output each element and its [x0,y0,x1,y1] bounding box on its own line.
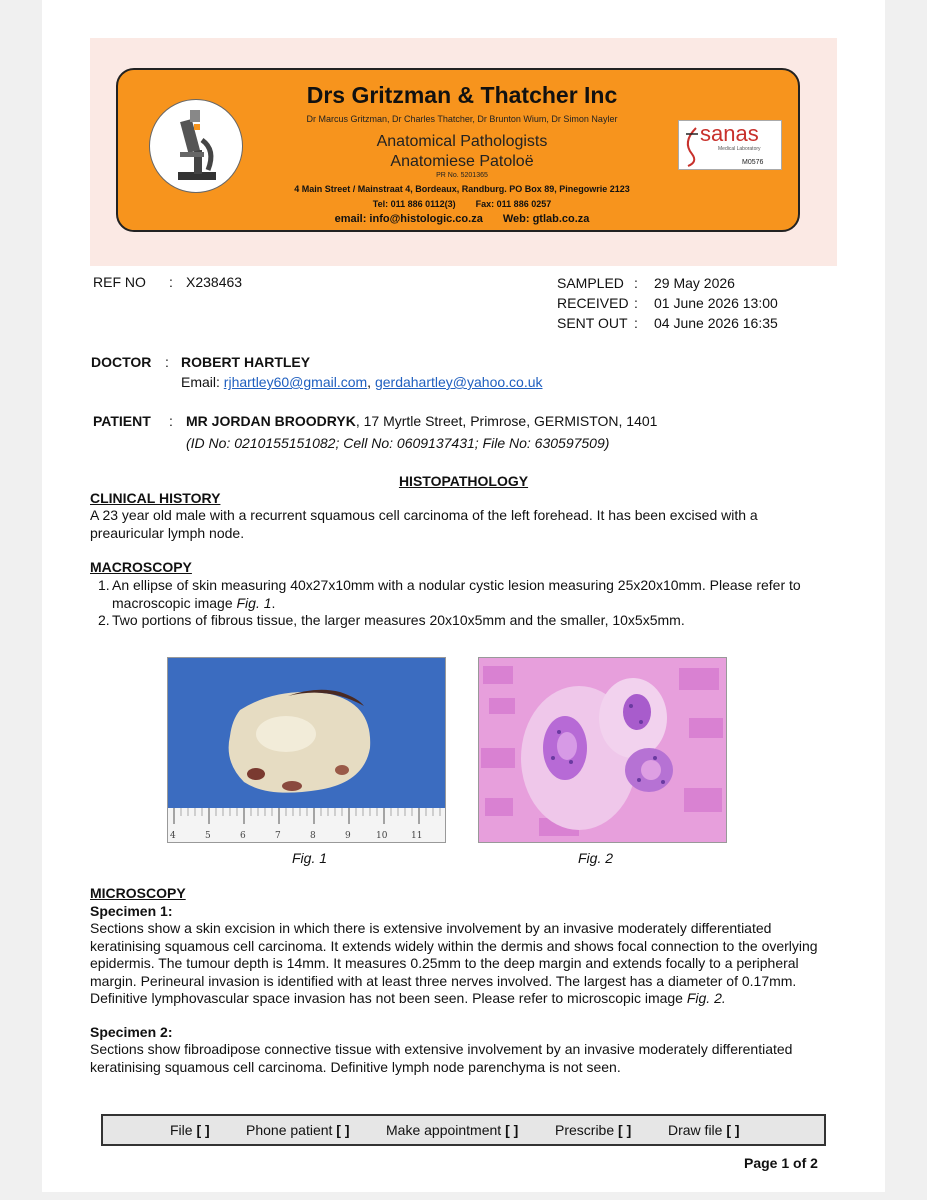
doctor-email-label: Email: [181,374,220,390]
specimen-photo [168,658,446,843]
action-draw-file-checkbox[interactable]: [ ] [726,1122,740,1138]
page-number: Page 1 of 2 [744,1155,818,1171]
doctor-email-link-1[interactable]: rjhartley60@gmail.com [223,374,368,390]
macroscopic-image [167,657,446,843]
specialty-english: Anatomical Pathologists [376,133,548,150]
action-file[interactable] [170,1122,210,1138]
ruler-tick-5: 5 [205,831,211,841]
action-prescribe-checkbox[interactable]: [ ] [618,1122,632,1138]
patient-sep: : [169,413,173,429]
doctor-sep: : [165,354,169,370]
sampled-sep: : [634,275,638,291]
ref-label: REF NO [93,274,146,290]
doctor-email-sep: , [367,374,372,390]
practice-email: email: info@histologic.co.za [334,213,483,225]
specimen2-heading: Specimen 2: [90,1024,173,1040]
practice-address: 4 Main Street / Mainstraat 4, Bordeaux, Randburg. PO Box 89, Pinegowrie 2123 [294,184,630,194]
report-page [42,0,885,1192]
sanas-code: M0576 [742,159,764,166]
macroscopy-heading: MACROSCOPY [90,559,192,575]
ref-value: X238463 [186,274,243,290]
action-phone-patient-label: Phone patient [246,1122,333,1138]
doctor-name: ROBERT HARTLEY [181,354,311,370]
action-file-label: File [170,1122,193,1138]
sanas-logo-text: sanas [700,121,759,146]
microscopic-image [478,657,727,843]
ruler-tick-6: 6 [240,831,246,841]
ruler-tick-10: 10 [376,831,388,841]
specimen1-ref: Fig. 2. [686,990,726,1006]
specimen1-text [90,920,842,1008]
practice-name: Drs Gritzman & Thatcher Inc [306,82,618,108]
action-phone-patient-checkbox[interactable]: [ ] [336,1122,350,1138]
sentout-label: SENT OUT [557,315,628,331]
patient-ids: (ID No: 0210155151082; Cell No: 0609137431; File No: 630597509) [186,435,610,451]
received-sep: : [634,295,638,311]
patient-line [186,413,657,429]
ruler-tick-11: 11 [411,831,423,841]
action-file-checkbox[interactable]: [ ] [196,1122,210,1138]
clinical-history-text: A 23 year old male with a recurrent squamous cell carcinoma of the left forehead. It has been excised with a preauricular lymph node. [90,507,758,541]
patient-name: MR JORDAN BROODRYK [186,413,356,429]
macroscopy-item-1-text: An ellipse of skin measuring 40x27x10mm with a nodular cystic lesion measuring 25x20x10mm. Please refer to macroscopic image [112,577,801,611]
macroscopy-item-1-end: . [271,594,276,611]
ruler-tick-7: 7 [275,831,281,841]
patient-address: , 17 Myrtle Street, Primrose, GERMISTON, 1401 [355,413,658,429]
ruler-tick-9: 9 [345,831,351,841]
clinical-history-heading: CLINICAL HISTORY [90,490,221,506]
macroscopy-item-1 [112,577,842,612]
macroscopy-item-1-num: 1. [98,577,110,593]
practice-phone-fax [192,199,732,209]
macroscopy-item-2: Two portions of fibrous tissue, the larger measures 20x10x5mm and the smaller, 10x5x5mm. [112,612,685,628]
ruler-tick-4: 4 [170,831,176,841]
specimen2-text: Sections show fibroadipose connective tissue with extensive involvement by an invasive moderately differentiated keratinising squamous cell carcinoma. Definitive lymph node parenchyma is not seen. [90,1041,793,1075]
action-prescribe[interactable] [555,1122,631,1138]
sampled-label: SAMPLED [557,275,624,291]
action-draw-file-label: Draw file [668,1122,723,1138]
sanas-subtitle: Medical Laboratory [718,146,761,152]
doctor-email-line [181,374,543,390]
ref-sep: : [169,274,173,290]
practice-tel: Tel: 011 886 0112(3) [372,199,456,209]
sanas-swirl-icon [680,124,700,168]
action-make-appointment-checkbox[interactable]: [ ] [505,1122,519,1138]
doctor-email-link-2[interactable]: gerdahartley@yahoo.co.uk [374,374,543,390]
sentout-sep: : [634,315,638,331]
practice-fax: Fax: 011 886 0257 [475,199,552,209]
macroscopy-item-2-num: 2. [98,612,110,628]
specialty-afrikaans: Anatomiese Patoloë [390,153,534,170]
practice-number: PR No. 5201365 [436,172,488,179]
fig2-caption: Fig. 2 [578,850,614,866]
specimen1-heading: Specimen 1: [90,903,173,919]
report-title: HISTOPATHOLOGY [398,473,529,489]
doctor-label: DOCTOR [91,354,152,370]
fig1-caption: Fig. 1 [292,850,328,866]
microscopy-heading: MICROSCOPY [90,885,186,901]
action-phone-patient[interactable] [246,1122,350,1138]
sampled-value: 29 May 2026 [654,275,735,291]
action-make-appointment[interactable] [386,1122,518,1138]
received-value: 01 June 2026 13:00 [654,295,778,311]
macroscopy-item-1-ref: Fig. 1 [236,594,272,611]
ruler-tick-8: 8 [310,831,316,841]
received-label: RECEIVED [557,295,629,311]
sentout-value: 04 June 2026 16:35 [654,315,778,331]
practice-web: Web: gtlab.co.za [502,213,590,225]
specimen1-body: Sections show a skin excision in which there is extensive involvement by an invasive moderately differentiated keratinising squamous cell carcinoma. It extends widely within the dermis and shows focal connection to the overlying epidermis. The tumour depth is 14mm. It measures 0.25mm to the deep margin and extends focally to a peripheral margin. Perineural invasion is identified with at least three nerves involved. The largest has a diameter of 0.17mm. Definitive lymphovascular space invasion has not been seen. Please refer to microscopic image [90,920,818,1006]
practice-doctors: Dr Marcus Gritzman, Dr Charles Thatcher, Dr Brunton Wium, Dr Simon Nayler [306,114,618,124]
action-make-appointment-label: Make appointment [386,1122,502,1138]
action-prescribe-label: Prescribe [555,1122,615,1138]
patient-label: PATIENT [93,413,151,429]
histology-photo [479,658,727,843]
practice-contact [192,213,732,225]
action-draw-file[interactable] [668,1122,740,1138]
